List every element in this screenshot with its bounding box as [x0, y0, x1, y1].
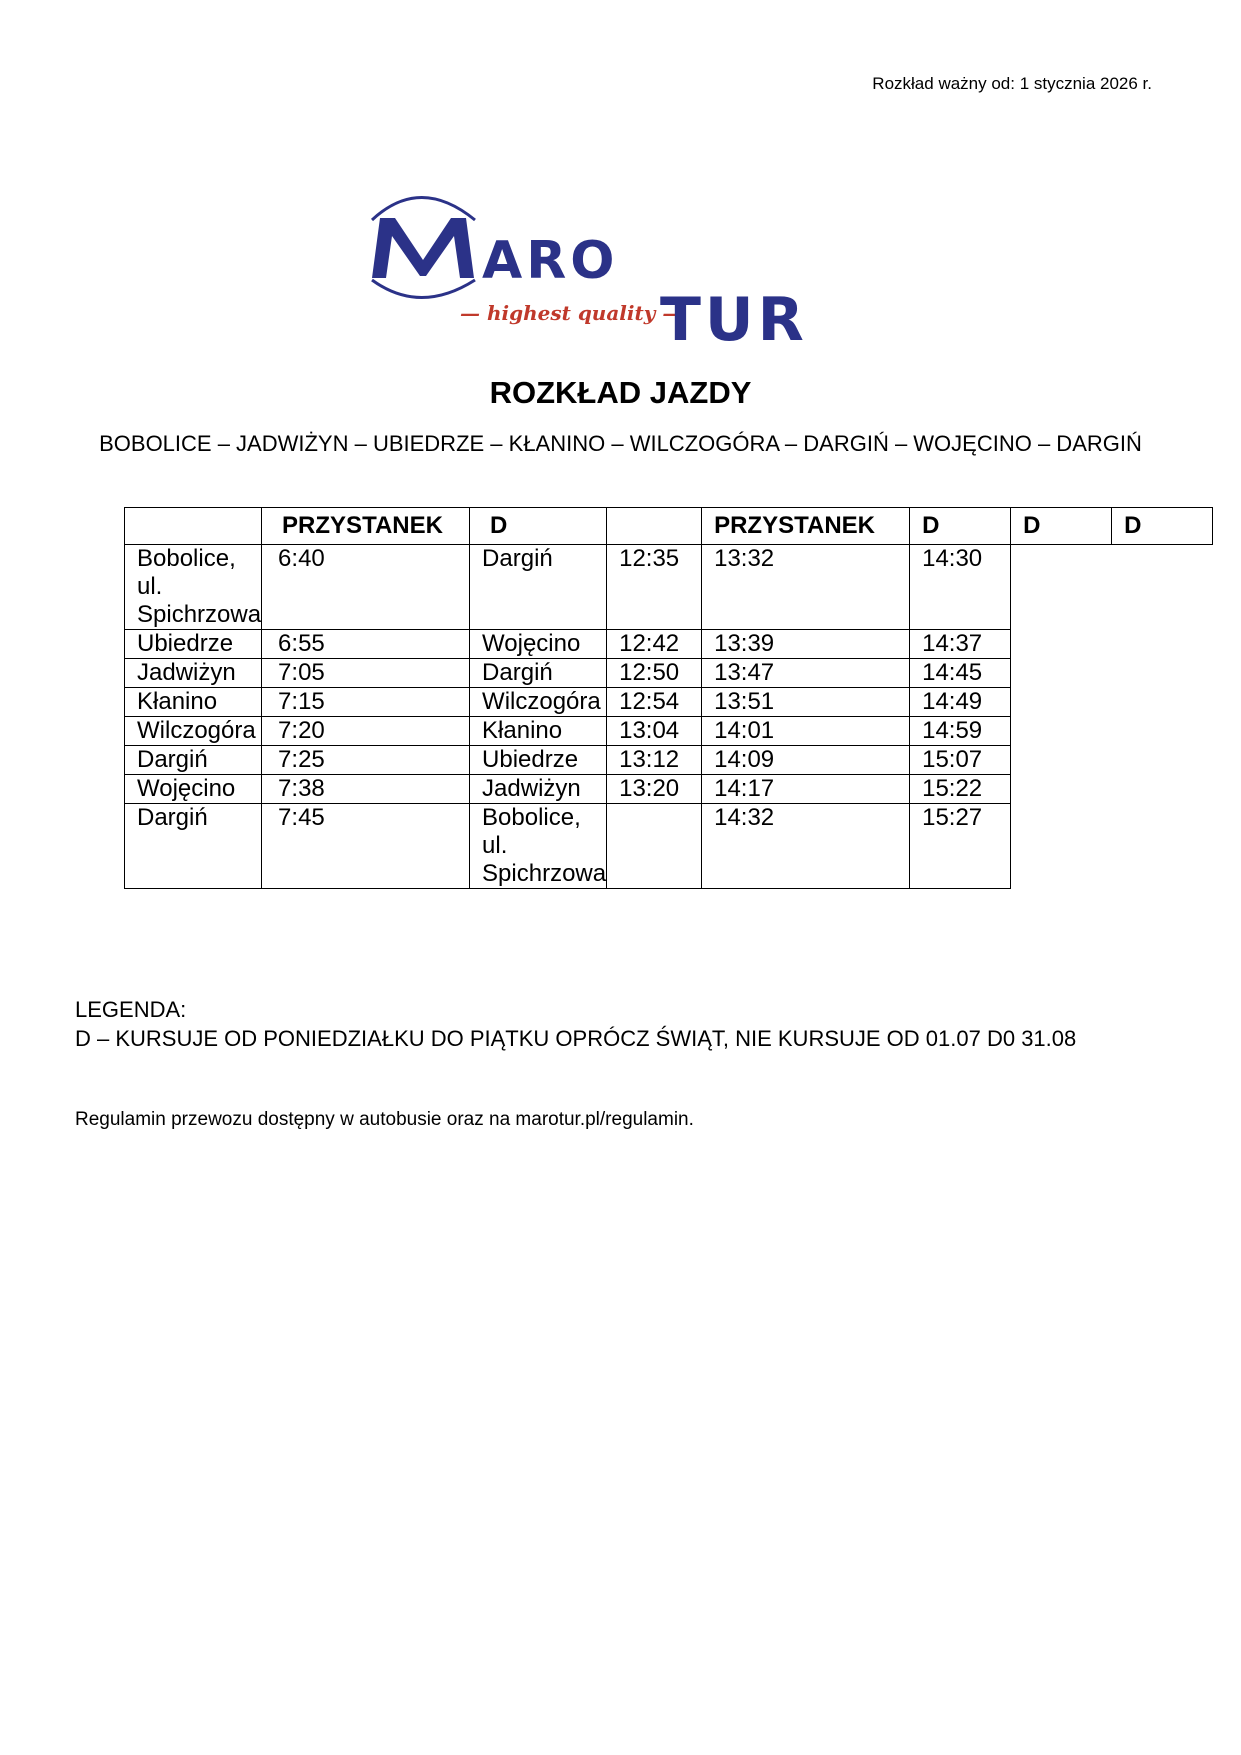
time-cell: 14:49 — [910, 688, 1011, 717]
spacer-cell — [125, 508, 262, 545]
time-cell: 13:32 — [702, 545, 910, 630]
time-cell — [607, 804, 702, 889]
stop-cell: Dargiń — [470, 659, 607, 688]
spacer-cell — [607, 508, 702, 545]
table-header-row — [125, 508, 1213, 545]
header-stop-left: PRZYSTANEK — [262, 508, 470, 545]
page-title: ROZKŁAD JAZDY — [489, 375, 752, 410]
time-cell: 13:20 — [607, 775, 702, 804]
time-cell: 12:54 — [607, 688, 702, 717]
time-cell: 15:27 — [910, 804, 1011, 889]
header-course-right: D — [1011, 508, 1112, 545]
stop-cell: Bobolice, ul. Spichrzowa — [125, 545, 262, 630]
header-stop-right: PRZYSTANEK — [702, 508, 910, 545]
header-course-right: D — [1112, 508, 1213, 545]
rules-note: Regulamin przewozu dostępny w autobusie oraz na marotur.pl/regulamin. — [75, 1109, 694, 1130]
table-row — [125, 630, 1213, 659]
table-row — [125, 659, 1213, 688]
stop-cell: Dargiń — [125, 746, 262, 775]
marotur-logo — [360, 190, 880, 350]
time-cell: 15:22 — [910, 775, 1011, 804]
legend-heading: LEGENDA: — [75, 997, 187, 1022]
table-row — [125, 746, 1213, 775]
route-description: BOBOLICE – JADWIŻYN – UBIEDRZE – KŁANINO – WILCZOGÓRA – DARGIŃ – WOJĘCINO – DARGIŃ — [99, 431, 1142, 456]
logo-arc-top — [372, 198, 475, 221]
stop-cell: Wojęcino — [125, 775, 262, 804]
time-cell: 7:15 — [262, 688, 470, 717]
logo-word-aro: ARO — [482, 231, 619, 291]
stop-cell: Wilczogóra — [125, 717, 262, 746]
time-cell: 7:45 — [262, 804, 470, 889]
time-cell: 13:39 — [702, 630, 910, 659]
validity-date: Rozkład ważny od: 1 stycznia 2026 r. — [872, 74, 1152, 93]
time-cell: 6:40 — [262, 545, 470, 630]
stop-cell: Ubiedrze — [470, 746, 607, 775]
time-cell: 7:38 — [262, 775, 470, 804]
time-cell: 14:01 — [702, 717, 910, 746]
time-cell: 14:59 — [910, 717, 1011, 746]
stop-cell: Kłanino — [470, 717, 607, 746]
legend — [75, 995, 1076, 1053]
time-cell: 14:32 — [702, 804, 910, 889]
table-row — [125, 545, 1213, 630]
time-cell: 12:42 — [607, 630, 702, 659]
header-course-left: D — [470, 508, 607, 545]
time-cell: 13:47 — [702, 659, 910, 688]
logo-arc-bottom — [372, 280, 475, 298]
header-course-right: D — [910, 508, 1011, 545]
time-cell: 7:05 — [262, 659, 470, 688]
table-row — [125, 717, 1213, 746]
legend-text: D – KURSUJE OD PONIEDZIAŁKU DO PIĄTKU OPRÓCZ ŚWIĄT, NIE KURSUJE OD 01.07 D0 31.08 — [75, 1026, 1077, 1051]
time-cell: 7:25 — [262, 746, 470, 775]
time-cell: 7:20 — [262, 717, 470, 746]
stop-cell: Ubiedrze — [125, 630, 262, 659]
time-cell: 13:51 — [702, 688, 910, 717]
stop-cell: Wojęcino — [470, 630, 607, 659]
logo-tagline: — highest quality — — [460, 301, 683, 325]
table-row — [125, 804, 1213, 889]
stop-cell: Kłanino — [125, 688, 262, 717]
table-row — [125, 775, 1213, 804]
stop-cell: Dargiń — [470, 545, 607, 630]
stop-cell: Dargiń — [125, 804, 262, 889]
time-cell: 12:50 — [607, 659, 702, 688]
stop-cell: Bobolice, ul. Spichrzowa — [470, 804, 607, 889]
time-cell: 13:04 — [607, 717, 702, 746]
timetable — [124, 507, 1213, 889]
time-cell: 14:30 — [910, 545, 1011, 630]
stop-cell: Wilczogóra — [470, 688, 607, 717]
time-cell: 15:07 — [910, 746, 1011, 775]
table-row — [125, 688, 1213, 717]
logo-m-glyph — [372, 218, 474, 278]
time-cell: 14:17 — [702, 775, 910, 804]
time-cell: 14:09 — [702, 746, 910, 775]
time-cell: 14:45 — [910, 659, 1011, 688]
stop-cell: Jadwiżyn — [125, 659, 262, 688]
time-cell: 12:35 — [607, 545, 702, 630]
time-cell: 13:12 — [607, 746, 702, 775]
time-cell: 14:37 — [910, 630, 1011, 659]
time-cell: 6:55 — [262, 630, 470, 659]
stop-cell: Jadwiżyn — [470, 775, 607, 804]
logo-word-tur: TUR — [660, 285, 808, 350]
